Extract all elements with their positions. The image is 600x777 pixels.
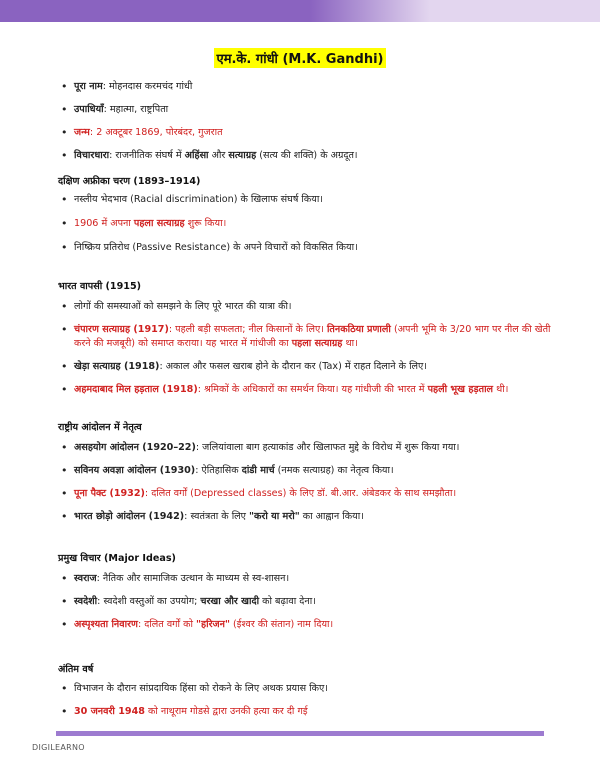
item-bold: भारत छोड़ो आंदोलन (1942) xyxy=(74,511,185,522)
item-text: : दलित वर्गों (Depressed classes) के लिए डॉ. बी.आर. अंबेडकर के साथ समझौता। xyxy=(144,488,457,499)
item-text: : नैतिक और सामाजिक उत्थान के माध्यम से स्व-शासन। xyxy=(96,573,290,584)
top-banner-gradient xyxy=(310,0,430,22)
item-bold: असहयोग आंदोलन (1920–22) xyxy=(74,442,196,453)
item-text: (अपनी भूमि के 3/20 भाग पर नील की खेती करने की मजबूरी) को समाप्त कराया। यह भारत में गांधीजी का xyxy=(74,324,551,349)
south-africa-list xyxy=(74,193,554,255)
intro-label: विचारधारा xyxy=(74,150,110,161)
item-text: (ईश्वर की संतान) नाम दिया। xyxy=(229,619,334,630)
item-text: : स्वदेशी वस्तुओं का उपयोग; xyxy=(97,596,201,607)
intro-text: (सत्य की शक्ति) के अग्रदूत। xyxy=(256,150,358,161)
item-bold: चरखा और खादी xyxy=(200,596,260,607)
national-list xyxy=(74,441,554,524)
item-text: : पहली बड़ी सफलता; नील किसानों के लिए। xyxy=(168,324,327,335)
item-bold: तिनकठिया प्रणाली xyxy=(326,324,391,335)
item-text: को बढ़ावा देना। xyxy=(259,596,316,607)
list-item: • लोगों की समस्याओं को समझने के लिए पूरे भारत की यात्रा की। xyxy=(74,300,554,314)
item-bold: स्वराज xyxy=(74,573,97,584)
intro-label: उपाधियाँ xyxy=(74,104,104,115)
intro-bold: सत्याग्रह xyxy=(228,150,257,161)
list-item: • नस्लीय भेदभाव (Racial discrimination) के खिलाफ संघर्ष किया। xyxy=(74,193,554,207)
item-bold: पहली भूख हड़ताल xyxy=(427,384,494,395)
item-bold: खेड़ा सत्याग्रह (1918) xyxy=(74,361,160,372)
item-text: शुरू किया। xyxy=(184,218,227,229)
intro-bold: अहिंसा xyxy=(184,150,209,161)
list-item xyxy=(74,487,554,501)
item-bold: "करो या मरो" xyxy=(249,511,300,522)
bottom-rule xyxy=(56,731,544,736)
item-bold: अहमदाबाद मिल हड़ताल (1918) xyxy=(74,384,198,395)
item-bold: "हरिजन" xyxy=(196,619,230,630)
list-item xyxy=(74,80,554,94)
item-text: 1906 में अपना xyxy=(74,218,134,229)
list-item xyxy=(74,149,554,163)
last-years-list xyxy=(74,682,554,719)
item-bold: पूना पैक्ट (1932) xyxy=(74,488,145,499)
item-text: थी। xyxy=(493,384,509,395)
intro-label: पूरा नाम xyxy=(74,81,103,92)
item-text: : ऐतिहासिक xyxy=(195,465,242,476)
list-item xyxy=(74,126,554,140)
item-text: : अकाल और फसल खराब होने के दौरान कर (Tax) में राहत दिलाने के लिए। xyxy=(159,361,427,372)
top-banner-dark xyxy=(0,0,330,22)
section-heading-last-years: अंतिम वर्ष xyxy=(58,664,94,675)
top-banner xyxy=(0,0,600,22)
ideas-list xyxy=(74,572,554,632)
title-wrap xyxy=(0,48,600,68)
item-text: : श्रमिकों के अधिकारों का समर्थन किया। यह गांधीजी की भारत में xyxy=(197,384,428,395)
list-item xyxy=(74,441,554,455)
list-item xyxy=(74,323,554,351)
intro-text: : महात्मा, राष्ट्रपिता xyxy=(103,104,169,115)
return-list xyxy=(74,300,554,397)
intro-list xyxy=(74,80,554,163)
page-title: एम.के. गांधी (M.K. Gandhi) xyxy=(214,48,387,68)
section-heading-national: राष्ट्रीय आंदोलन में नेतृत्व xyxy=(58,422,142,433)
list-item: • विभाजन के दौरान सांप्रदायिक हिंसा को रोकने के लिए अथक प्रयास किए। xyxy=(74,682,554,696)
item-bold: 30 जनवरी 1948 xyxy=(74,706,145,717)
item-text: : स्वतंत्रता के लिए xyxy=(184,511,250,522)
item-bold: स्वदेशी xyxy=(74,596,98,607)
intro-text: और xyxy=(208,150,229,161)
footer-brand: DIGILEARNO xyxy=(32,743,85,752)
list-item xyxy=(74,103,554,117)
item-text: : जलियांवाला बाग हत्याकांड और खिलाफत मुद्दे के विरोध में शुरू किया गया। xyxy=(195,442,460,453)
list-item xyxy=(74,572,554,586)
list-item xyxy=(74,464,554,478)
list-item: • निष्क्रिय प्रतिरोध (Passive Resistance) के अपने विचारों को विकसित किया। xyxy=(74,241,554,255)
item-bold: चंपारण सत्याग्रह (1917) xyxy=(74,324,169,335)
section-heading-return: भारत वापसी (1915) xyxy=(58,281,142,292)
intro-text: : मोहनदास करमचंद गांधी xyxy=(102,81,193,92)
list-item xyxy=(74,360,554,374)
item-bold: अस्पृश्यता निवारण xyxy=(74,619,138,630)
list-item xyxy=(74,705,554,719)
list-item xyxy=(74,510,554,524)
list-item xyxy=(74,383,554,397)
section-heading-ideas: प्रमुख विचार (Major Ideas) xyxy=(58,553,176,564)
intro-label: जन्म xyxy=(74,127,90,138)
item-text: : दलित वर्गों को xyxy=(137,619,196,630)
list-item xyxy=(74,618,554,632)
intro-text: : राजनीतिक संघर्ष में xyxy=(109,150,185,161)
section-heading-south-africa: दक्षिण अफ्रीका चरण (1893–1914) xyxy=(58,176,201,187)
list-item xyxy=(74,217,554,231)
item-bold: सविनय अवज्ञा आंदोलन (1930) xyxy=(74,465,196,476)
item-bold: पहला सत्याग्रह xyxy=(133,218,185,229)
item-text: का आह्वान किया। xyxy=(299,511,364,522)
item-text: था। xyxy=(342,338,358,349)
item-bold: दांडी मार्च xyxy=(241,465,275,476)
item-bold: पहला सत्याग्रह xyxy=(291,338,343,349)
intro-text: : 2 अक्टूबर 1869, पोरबंदर, गुजरात xyxy=(89,127,223,138)
item-text: (नमक सत्याग्रह) का नेतृत्व किया। xyxy=(274,465,394,476)
list-item xyxy=(74,595,554,609)
item-text: को नाथूराम गोडसे द्वारा उनकी हत्या कर दी गई xyxy=(144,706,308,717)
